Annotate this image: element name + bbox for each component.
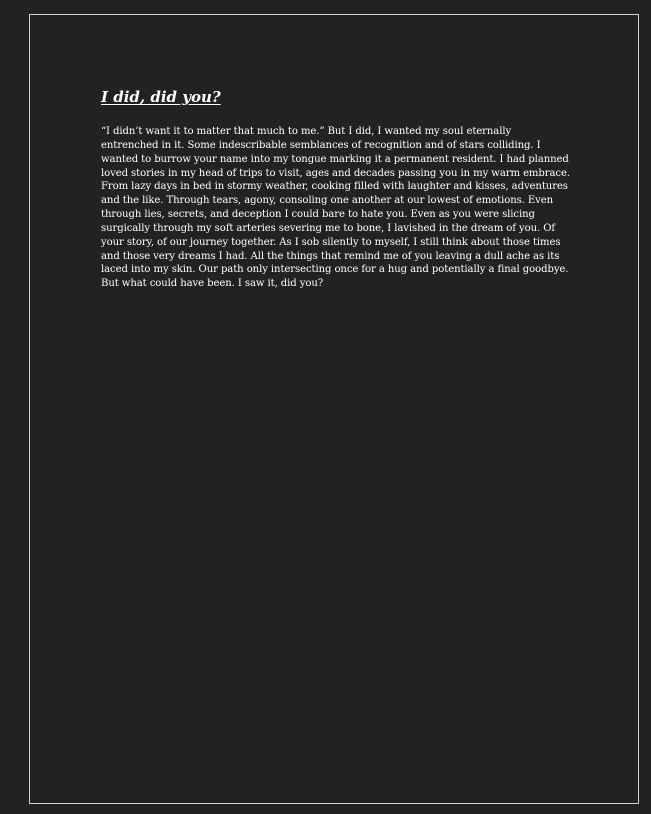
document-body: “I didn’t want it to matter that much to me.” But I did, I wanted my soul eternally entrenched in it. Some indescribable semblances of recognition and of stars colliding. I wanted to burrow your name into my tongue marking it a permanent resident. I had planned loved stories in my head of trips to visit, ages and decades passing you in my warm embrace. From lazy days in bed in stormy weather, cooking filled with laughter and kisses, adventures and the like. Through tears, agony, consoling one another at our lowest of emotions. Even through lies, secrets, and deception I could bare to hate you. Even as you were slicing surgically through my soft arteries severing me to bone, I lavished in the dream of you. Of your story, of our journey together. As I sob silently to myself, I still think about those times and those very dreams I had. All the things that remind me of you leaving a dull ache as its laced into my skin. Our path only intersecting once for a hug and potentially a final goodbye. But what could have been. I saw it, did you? (101, 126, 570, 290)
document-page (29, 14, 639, 804)
document-title: I did, did you? (101, 88, 221, 106)
document-content (101, 87, 571, 291)
